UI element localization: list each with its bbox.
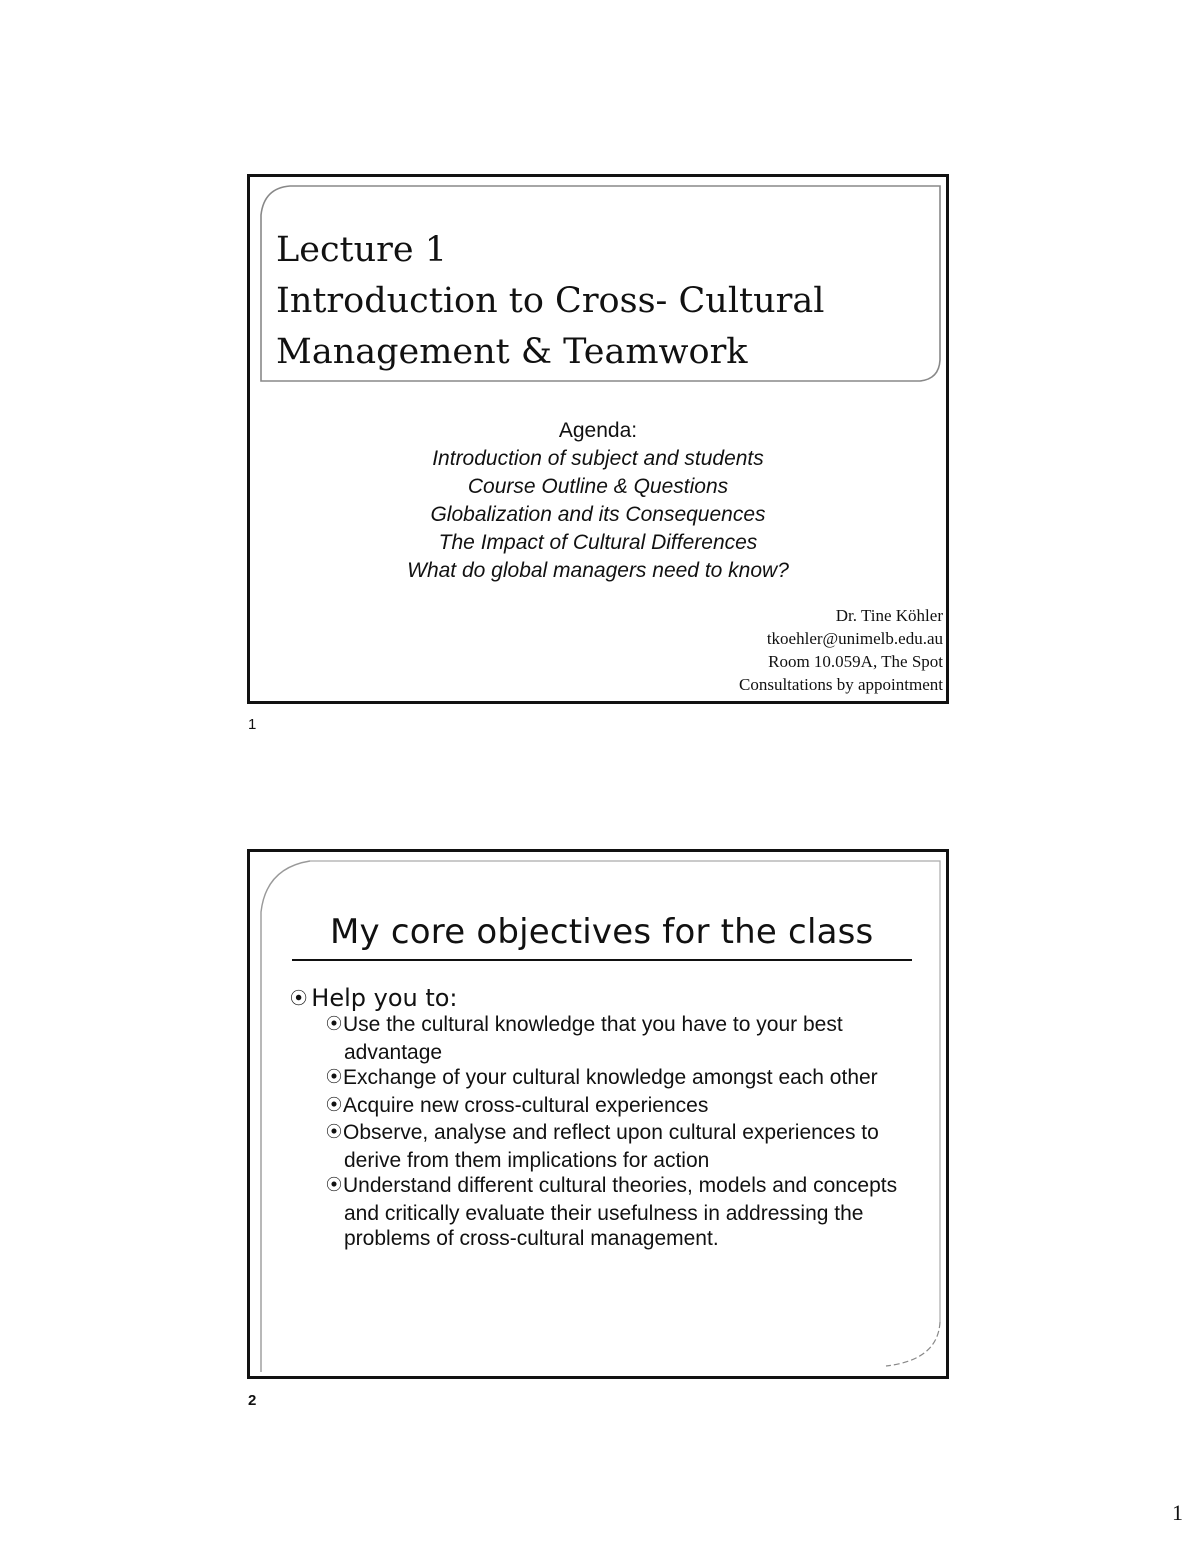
agenda-item: The Impact of Cultural Differences xyxy=(438,531,758,554)
bullet-icon: ⦿ xyxy=(326,1096,343,1114)
agenda-heading: Agenda: xyxy=(558,419,638,442)
agenda-item: Course Outline & Questions xyxy=(467,475,729,498)
sub-bullet xyxy=(326,1065,916,1093)
slide-1-title xyxy=(276,225,916,378)
sub-bullet-text: Use the cultural knowledge that you have to your best advantage xyxy=(343,1013,843,1064)
bullet-icon: ⦿ xyxy=(326,1016,343,1033)
slide-2 xyxy=(247,849,949,1379)
slide-number: 1 xyxy=(248,716,257,733)
agenda-item: Globalization and its Consequences xyxy=(430,503,766,526)
title-line: Management & Teamwork xyxy=(276,332,748,372)
agenda-item: Introduction of subject and students xyxy=(432,447,764,470)
slide-2-title: My core objectives for the class xyxy=(330,912,874,952)
slide-1 xyxy=(247,174,949,704)
main-bullet xyxy=(290,984,458,1012)
sub-bullet-text: Acquire new cross-cultural experiences xyxy=(343,1093,709,1117)
agenda-item: What do global managers need to know? xyxy=(407,559,789,582)
sub-bullet-text: Observe, analyse and reflect upon cultural experiences to derive from them implications for action xyxy=(343,1121,879,1172)
sub-bullet-text: Understand different cultural theories, models and concepts and critically evaluate their usefulness in addressing the problems of cross-cultural management. xyxy=(343,1174,898,1250)
bullet-icon: ⦿ xyxy=(326,1124,343,1141)
sub-bullet xyxy=(326,1120,916,1173)
page-number: 1 xyxy=(1172,1500,1183,1525)
sub-bullet xyxy=(326,1012,916,1065)
sub-bullet xyxy=(326,1173,916,1252)
bullet-icon: ⦿ xyxy=(290,989,308,1009)
main-bullet-text: Help you to: xyxy=(311,984,458,1012)
title-underline xyxy=(292,959,912,961)
title-line: Introduction to Cross- Cultural xyxy=(276,281,825,321)
instructor-room: Room 10.059A, The Spot xyxy=(768,652,943,671)
instructor-name: Dr. Tine Köhler xyxy=(835,606,943,625)
bullet-icon: ⦿ xyxy=(326,1069,343,1086)
sub-bullet xyxy=(326,1093,916,1121)
agenda xyxy=(250,417,946,585)
sub-bullet-text: Exchange of your cultural knowledge amongst each other xyxy=(343,1066,878,1089)
sub-bullet-list xyxy=(326,1012,916,1252)
contact-block xyxy=(739,604,943,696)
consultation-note: Consultations by appointment xyxy=(739,675,943,694)
title-line: Lecture 1 xyxy=(276,230,448,270)
bullet-icon: ⦿ xyxy=(326,1177,343,1194)
instructor-email: tkoehler@unimelb.edu.au xyxy=(766,629,943,648)
slide-number: 2 xyxy=(248,1392,257,1409)
